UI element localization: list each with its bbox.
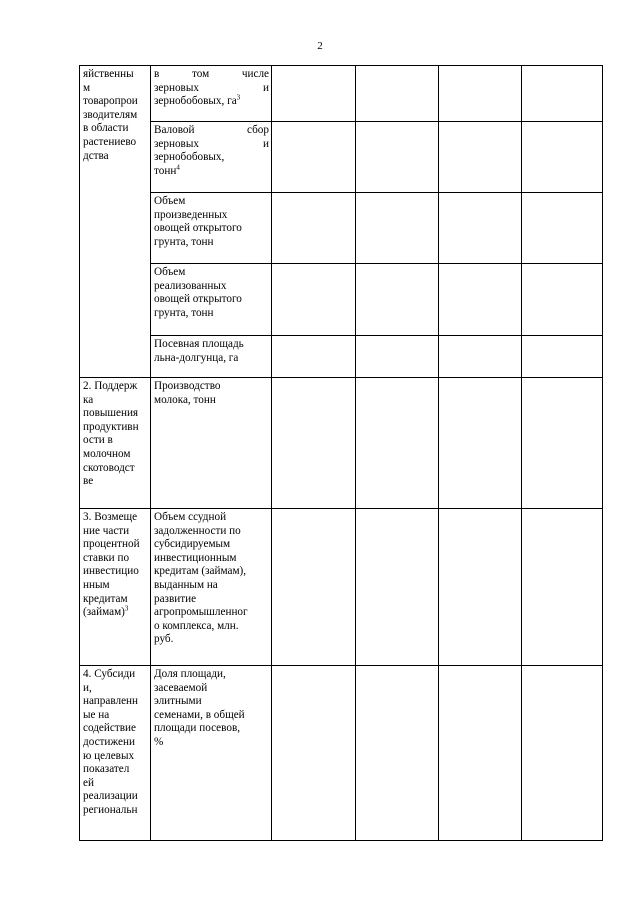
indicator-cell xyxy=(151,193,272,264)
value-cell xyxy=(356,193,439,264)
value-cell xyxy=(272,122,356,193)
value-cell xyxy=(522,122,603,193)
indicator-line: Валовой сбор xyxy=(154,124,269,136)
value-cell xyxy=(522,193,603,264)
table-row xyxy=(80,666,603,841)
value-cell xyxy=(356,336,439,378)
value-cell xyxy=(272,666,356,841)
value-cell xyxy=(522,509,603,666)
indicator-cell xyxy=(151,378,272,509)
activity-cell xyxy=(80,666,151,841)
indicators-table xyxy=(79,65,603,841)
table-row xyxy=(80,66,603,122)
indicator-line: зерновых и xyxy=(154,137,269,150)
value-cell xyxy=(522,378,603,509)
activity-cell xyxy=(80,66,151,378)
activity-cell xyxy=(80,378,151,509)
value-cell xyxy=(439,666,522,841)
value-cell xyxy=(439,378,522,509)
footnote-mark: 4 xyxy=(176,163,180,172)
indicator-cell xyxy=(151,122,272,193)
value-cell xyxy=(439,193,522,264)
activity-label: 2. Поддерж ка повышения продуктивн ости в молочном скотоводст ве xyxy=(83,380,139,488)
table-row xyxy=(80,122,603,193)
indicator-text: Объем произведенных овощей открытого грунта, тонн xyxy=(154,195,242,248)
value-cell xyxy=(356,66,439,122)
indicator-text: Производство молока, тонн xyxy=(154,380,221,406)
indicator-line: зерновых и xyxy=(154,81,269,94)
value-cell xyxy=(356,122,439,193)
footnote-mark: 3 xyxy=(124,604,129,613)
value-cell xyxy=(439,509,522,666)
value-cell xyxy=(522,264,603,336)
indicator-text: Объем ссудной задолженности по субсидируемым инвестиционным кредитам (займам), выданным на развитие агропромышленног о комплекса, млн. руб. xyxy=(154,511,248,646)
value-cell xyxy=(272,66,356,122)
indicator-cell xyxy=(151,666,272,841)
activity-label: 3. Возмеще ние части процентной ставки по инвестицио нным кредитам (займам) xyxy=(83,511,140,619)
value-cell xyxy=(272,336,356,378)
value-cell xyxy=(272,509,356,666)
table-row xyxy=(80,378,603,509)
indicator-text: Посевная площадь льна-долгунца, га xyxy=(154,338,244,364)
value-cell xyxy=(522,66,603,122)
value-cell xyxy=(356,264,439,336)
value-cell xyxy=(356,509,439,666)
indicator-cell xyxy=(151,66,272,122)
value-cell xyxy=(439,66,522,122)
footnote-mark: 3 xyxy=(236,93,241,102)
indicator-cell xyxy=(151,264,272,336)
value-cell xyxy=(356,666,439,841)
indicator-cell xyxy=(151,509,272,666)
value-cell xyxy=(522,666,603,841)
activity-label: 4. Субсиди и, направленн ые на содействие достижени ю целевых показател ей реализации региональн xyxy=(83,668,139,816)
value-cell xyxy=(272,378,356,509)
table-row xyxy=(80,264,603,336)
indicator-text: Доля площади, засеваемой элитными семенами, в общей площади посевов, % xyxy=(154,668,245,748)
indicator-tail: зернобобовых, тонн xyxy=(154,151,225,177)
indicator-tail: зернобобовых, га xyxy=(154,95,237,108)
table-row xyxy=(80,336,603,378)
value-cell xyxy=(439,336,522,378)
table-row xyxy=(80,193,603,264)
indicator-line: в том числе xyxy=(154,68,269,80)
value-cell xyxy=(439,264,522,336)
table-row xyxy=(80,509,603,666)
value-cell xyxy=(356,378,439,509)
indicator-cell xyxy=(151,336,272,378)
value-cell xyxy=(522,336,603,378)
page-number: 2 xyxy=(317,40,323,52)
value-cell xyxy=(439,122,522,193)
value-cell xyxy=(272,264,356,336)
activity-cell xyxy=(80,509,151,666)
value-cell xyxy=(272,193,356,264)
activity-label: яйственны м товаропрои зводителям в области растениево дства xyxy=(83,68,138,162)
indicator-text: Объем реализованных овощей открытого грунта, тонн xyxy=(154,266,242,319)
